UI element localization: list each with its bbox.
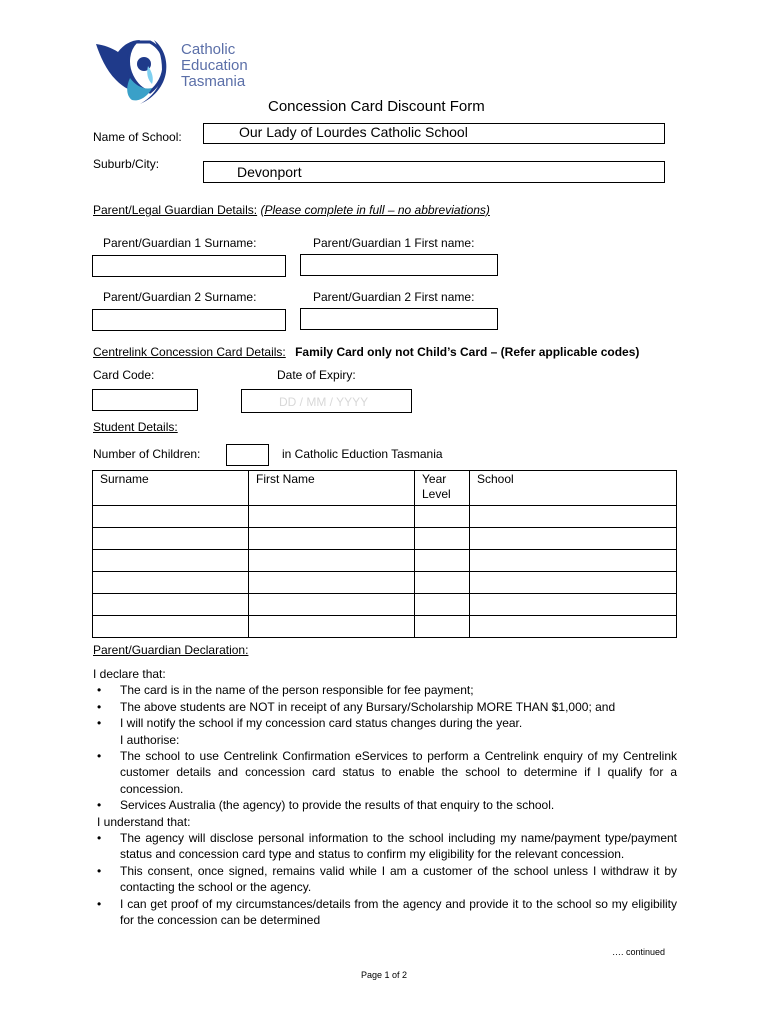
p1-first-name-input[interactable] <box>300 254 498 276</box>
p1-surname-label: Parent/Guardian 1 Surname: <box>103 236 257 250</box>
expiry-date-input[interactable] <box>241 389 412 413</box>
logo <box>92 36 267 106</box>
col-school: School <box>470 471 677 506</box>
p2-first-label: Parent/Guardian 2 First name: <box>313 290 475 304</box>
table-row <box>93 550 677 572</box>
card-code-label: Card Code: <box>93 368 155 382</box>
centrelink-heading: Centrelink Concession Card Details: <box>93 345 286 359</box>
centrelink-note: Family Card only not Child’s Card – (Refer applicable codes) <box>295 345 640 359</box>
cell-input[interactable] <box>415 550 470 572</box>
declaration-heading: Parent/Guardian Declaration: <box>93 643 249 657</box>
declare-item: • The above students are NOT in receipt of any Bursary/Scholarship MORE THAN $1,000; and <box>93 699 677 715</box>
school-name-field[interactable]: Our Lady of Lourdes Catholic School <box>203 123 665 144</box>
cell-input[interactable] <box>93 550 249 572</box>
p2-surname-input[interactable] <box>92 309 286 331</box>
cell-input[interactable] <box>415 528 470 550</box>
declaration-body <box>93 666 677 929</box>
understand-item: • This consent, once signed, remains valid while I am a customer of the school unless I withdraw it by contacting the school or the agency. <box>93 863 677 896</box>
student-heading: Student Details: <box>93 420 178 434</box>
cell-input[interactable] <box>415 506 470 528</box>
logo-line-2: Education <box>181 57 248 74</box>
table-row <box>93 616 677 638</box>
understand-item: • I can get proof of my circumstances/details from the agency and provide it to the school so my eligibility for the concession can be determined <box>93 896 677 929</box>
guardian-heading-row <box>93 203 490 217</box>
p1-first-label: Parent/Guardian 1 First name: <box>313 236 475 250</box>
cell-input[interactable] <box>249 550 415 572</box>
centrelink-heading-row <box>93 345 639 359</box>
cell-input[interactable] <box>93 594 249 616</box>
cell-input[interactable] <box>93 506 249 528</box>
table-row <box>93 594 677 616</box>
col-first-name: First Name <box>249 471 415 506</box>
continued-note: …. continued <box>612 947 666 957</box>
col-surname: Surname <box>93 471 249 506</box>
authorise-item: • The school to use Centrelink Confirmation eServices to perform a Centrelink enquiry of my Centrelink customer details and concession card status to enable the school to determine if I qualify for a concession. <box>93 748 677 797</box>
declare-item: • The card is in the name of the person responsible for fee payment; <box>93 682 677 698</box>
student-table <box>92 470 677 638</box>
cell-input[interactable] <box>249 506 415 528</box>
logo-line-1: Catholic <box>181 41 236 58</box>
expiry-placeholder: DD / MM / YYYY <box>279 395 369 409</box>
catholic-education-logo-mark <box>92 36 174 106</box>
num-children-label: Number of Children: <box>93 447 201 461</box>
col-year-level: Year Level <box>415 471 470 506</box>
cell-input[interactable] <box>470 594 677 616</box>
cell-input[interactable] <box>249 528 415 550</box>
cell-input[interactable] <box>470 572 677 594</box>
understand-item: • The agency will disclose personal information to the school including my name/payment type/payment status and concession card type and status to confirm my eligibility for the relevant concession. <box>93 830 677 863</box>
guardian-note: (Please complete in full – no abbreviations) <box>260 203 490 217</box>
declare-intro: I declare that: <box>93 667 166 681</box>
num-children-input[interactable] <box>226 444 269 466</box>
cell-input[interactable] <box>93 528 249 550</box>
cell-input[interactable] <box>470 528 677 550</box>
cell-input[interactable] <box>415 616 470 638</box>
p2-surname-label: Parent/Guardian 2 Surname: <box>103 290 257 304</box>
logo-line-3: Tasmania <box>181 73 246 90</box>
form-title: Concession Card Discount Form <box>268 98 485 115</box>
cell-input[interactable] <box>470 506 677 528</box>
cell-input[interactable] <box>470 616 677 638</box>
table-row <box>93 572 677 594</box>
authorise-intro: I authorise: <box>120 732 180 747</box>
p1-surname-input[interactable] <box>92 255 286 277</box>
cell-input[interactable] <box>415 594 470 616</box>
table-row <box>93 506 677 528</box>
cell-input[interactable] <box>470 550 677 572</box>
school-label: Name of School: <box>93 130 182 144</box>
cell-input[interactable] <box>415 572 470 594</box>
in-cet-label: in Catholic Eduction Tasmania <box>282 447 443 461</box>
guardian-heading: Parent/Legal Guardian Details: <box>93 203 258 217</box>
table-header-row <box>93 471 677 506</box>
page-number: Page 1 of 2 <box>361 970 408 980</box>
cell-input[interactable] <box>93 572 249 594</box>
p2-first-name-input[interactable] <box>300 308 498 330</box>
authorise-item: • Services Australia (the agency) to provide the results of that enquiry to the school. <box>93 797 677 813</box>
understand-intro: I understand that: <box>97 814 191 829</box>
table-row <box>93 528 677 550</box>
suburb-field[interactable]: Devonport <box>203 161 665 183</box>
cell-input[interactable] <box>249 572 415 594</box>
cell-input[interactable] <box>93 616 249 638</box>
expiry-label: Date of Expiry: <box>277 368 356 382</box>
cell-input[interactable] <box>249 616 415 638</box>
suburb-label: Suburb/City: <box>93 157 160 171</box>
cell-input[interactable] <box>249 594 415 616</box>
declare-item: • I will notify the school if my concession card status changes during the year. <box>93 715 677 731</box>
card-code-input[interactable] <box>92 389 198 411</box>
